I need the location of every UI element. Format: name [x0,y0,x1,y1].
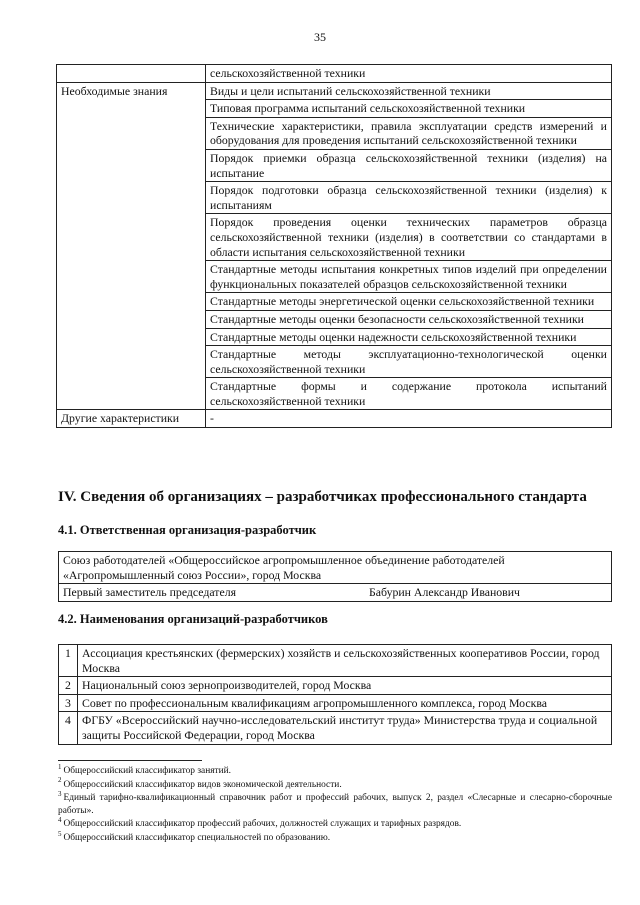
section-title: IV. Сведения об организациях – разработчиках профессионального стандарта [58,489,587,505]
responsible-person-name: Бабурин Александр Иванович [365,584,612,602]
knowledge-item: Виды и цели испытаний сельскохозяйственной техники [206,82,612,100]
org-number: 4 [59,712,78,744]
knowledge-item: Стандартные методы энергетической оценки сельскохозяйственной техники [206,293,612,311]
org-name: ФГБУ «Всероссийский научно-исследовательский институт труда» Министерства труда и социальной защиты Российской Федерации, город Москва [78,712,612,744]
requirement-text: сельскохозяйственной техники [206,65,612,83]
org-number: 3 [59,694,78,712]
footnote-mark: 5 [58,829,62,838]
knowledge-item: Типовая программа испытаний сельскохозяйственной техники [206,100,612,118]
knowledge-item: Стандартные методы оценки надежности сельскохозяйственной техники [206,328,612,346]
footnote-mark: 2 [58,776,62,785]
knowledge-item: Стандартные методы оценки безопасности сельскохозяйственной техники [206,310,612,328]
knowledge-item: Порядок подготовки образца сельскохозяйственной техники (изделия) к испытаниям [206,182,612,214]
knowledge-item: Порядок проведения оценки технических параметров образца сельскохозяйственной техники (изделия) в соответствии со стандартами в области испытания сельскохозяйственной техники [206,214,612,261]
table-row [59,677,612,695]
footnote-mark: 4 [58,816,62,825]
knowledge-item: Стандартные методы эксплуатационно-технологической оценки сельскохозяйственной техники [206,346,612,378]
footnote-text: Общероссийский классификатор видов экономической деятельности. [63,779,342,790]
other-characteristics-value: - [206,410,612,428]
footnote [58,792,612,817]
org-name: Совет по профессиональным квалификациям агропромышленного комплекса, город Москва [78,694,612,712]
knowledge-item: Технические характеристики, правила эксплуатации средств измерений и оборудования для проведения испытаний сельскохозяйственной техники [206,117,612,149]
org-name: Национальный союз зернопроизводителей, город Москва [78,677,612,695]
table-row [59,645,612,677]
knowledge-item: Стандартные методы испытания конкретных типов изделий при определении функциональных показателей образцов сельскохозяйственной техники [206,261,612,293]
org-number: 1 [59,645,78,677]
knowledge-item: Порядок приемки образца сельскохозяйственной техники (изделия) на испытание [206,149,612,181]
table-row [59,584,612,602]
footnote [58,762,612,778]
other-characteristics-label: Другие характеристики [57,410,206,428]
requirements-table [56,64,612,428]
org-number: 2 [59,677,78,695]
responsible-org-name: Союз работодателей «Общероссийское агропромышленное объединение работодателей «Агропромышленный союз России», город Москва [59,552,612,584]
knowledge-item: Стандартные формы и содержание протокола испытаний сельскохозяйственной техники [206,378,612,410]
footnote-text: Общероссийский классификатор профессий рабочих, должностей служащих и тарифных разрядов. [63,819,462,830]
empty-label-cell [57,65,206,83]
footnote-text: Общероссийский классификатор занятий. [63,766,231,776]
org-name: Ассоциация крестьянских (фермерских) хозяйств и сельскохозяйственных кооперативов России, город Москва [78,645,612,677]
table-row [57,82,612,100]
footnote-text: Единый тарифно-квалификационный справочник работ и профессий рабочих, выпуск 2, раздел «Слесарные и слесарно-сборочные работы». [58,793,612,816]
footnote-mark: 3 [58,790,62,799]
responsible-org-heading: 4.1. Ответственная организация-разработчик [58,523,317,537]
footnote [58,776,612,792]
footnote-mark: 1 [58,762,62,771]
developer-orgs-heading: 4.2. Наименования организаций-разработчиков [58,612,328,626]
developer-orgs-table [58,644,612,745]
table-row [59,712,612,744]
footnote [58,818,612,831]
footnotes [58,762,612,846]
responsible-org-table [58,551,612,602]
page-number: 35 [314,30,326,44]
table-row [59,694,612,712]
table-row [57,410,612,428]
table-row [59,552,612,584]
knowledge-label: Необходимые знания [57,82,206,410]
responsible-person-post: Первый заместитель председателя [59,584,366,602]
footnote [58,829,612,845]
footnote-text: Общероссийский классификатор специальностей по образованию. [63,832,331,843]
footnote-separator [58,760,202,761]
table-row [57,65,612,83]
